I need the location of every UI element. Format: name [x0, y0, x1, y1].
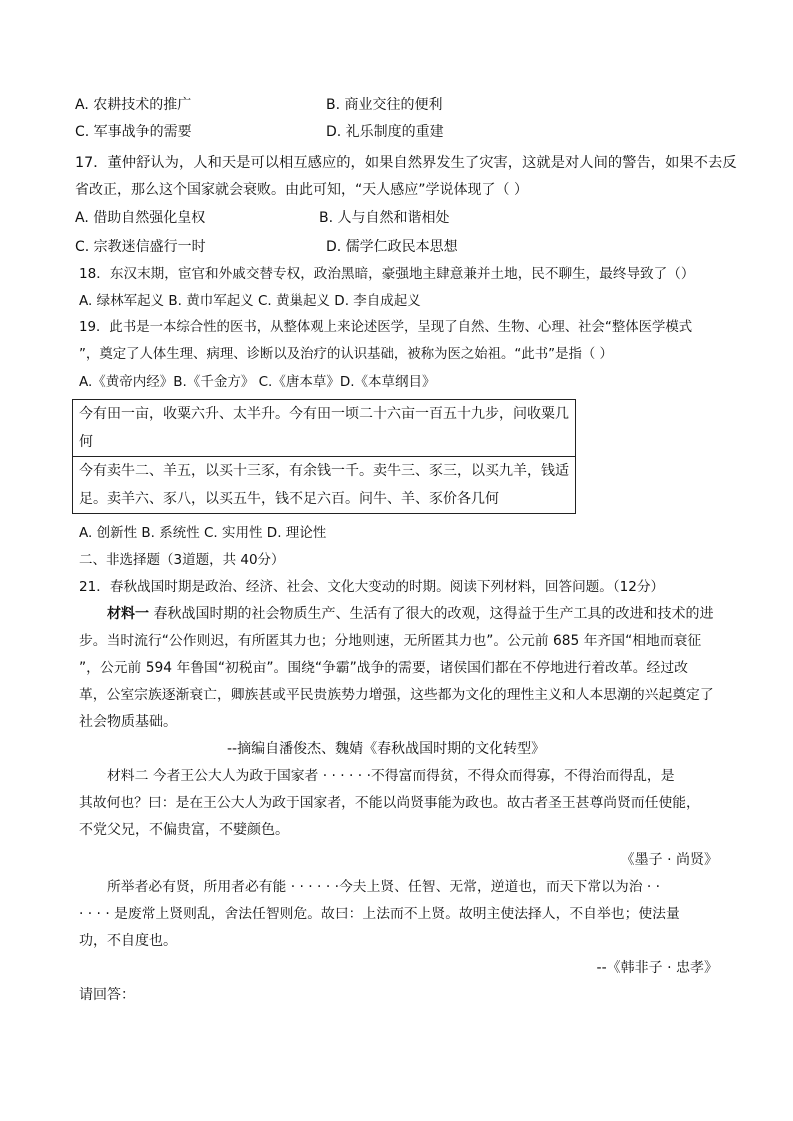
q21-material1-line5: 社会物质基础。	[79, 714, 177, 730]
q17-option-b: B. 人与自然和谐相处	[319, 210, 450, 226]
q21-material2-source2: --《韩非子 · 忠孝》	[596, 960, 718, 976]
q20-options: A. 创新性 B. 系统性 C. 实用性 D. 理论性	[79, 525, 327, 541]
q20-box-row1-line2: 何	[79, 434, 93, 450]
q21-material1-line3: ”，公元前 594 年鲁国“初税亩”。围绕“争霸”战争的需要，诸侯国们都在不停地进行着改革。经过改	[79, 660, 688, 676]
q21-material1-label: 材料一	[107, 606, 149, 622]
q21-stem: 21．春秋战国时期是政治、经济、社会、文化大变动的时期。阅读下列材料，回答问题。（12分）	[79, 579, 665, 595]
q21-material1-line1	[107, 604, 713, 624]
q21-material2-line1: 材料二 今者王公大人为政于国家者 · · · · · ·不得富而得贫，不得众而得寡，不得治而得乱，是	[107, 768, 675, 784]
q20-box-row2-line2: 足。卖羊六、豕八，以买五牛，钱不足六百。问牛、羊、豕价各几何	[79, 491, 499, 507]
q21-material2-line4: 所举者必有贤，所用者必有能 · · · · · ·今夫上贤、任智、无常，逆道也，而天下常以为治 · ·	[107, 879, 661, 895]
q20-material-box	[72, 399, 576, 514]
q21-material2-line5: · · · · 是废常上贤则乱，舍法任智则危。故曰：上法而不上贤。故明主使法择人，不自举也；使法量	[79, 906, 680, 922]
q16-option-a: A. 农耕技术的推广	[75, 97, 192, 113]
q18-stem: 18．东汉末期，宦官和外戚交替专权，政治黑暗，豪强地主肆意兼并土地，民不聊生，最终导致了（）	[79, 266, 695, 282]
q16-option-b: B. 商业交往的便利	[326, 97, 443, 113]
q21-answer-prompt: 请回答：	[79, 987, 135, 1003]
q16-option-d: D. 礼乐制度的重建	[326, 124, 444, 140]
q21-material1-line2: 步。当时流行“公作则迟，有所匿其力也；分地则速，无所匿其力也”。公元前 685 年齐国“相地而衰征	[79, 633, 702, 649]
q17-option-c: C. 宗教迷信盛行一时	[75, 239, 206, 255]
q17-stem-line1: 17．董仲舒认为，人和天是可以相互感应的，如果自然界发生了灾害，这就是对人间的警告，如果不去反	[75, 155, 737, 171]
q20-box-row-1	[73, 400, 575, 456]
q18-options: A. 绿林军起义 B. 黄巾军起义 C. 黄巢起义 D. 李自成起义	[79, 293, 421, 309]
q20-box-row1-line1: 今有田一亩，收粟六升、太半升。今有田一顷二十六亩一百五十九步，问收粟几	[79, 406, 569, 422]
q21-material2-source1: 《墨子 · 尚贤》	[620, 852, 718, 868]
q17-option-d: D. 儒学仁政民本思想	[326, 239, 458, 255]
q21-material1-line4: 革，公室宗族逐渐衰亡，卿族甚或平民贵族势力增强，这些都为文化的理性主义和人本思潮的兴起奠定了	[79, 687, 714, 703]
section2-heading: 二、非选择题（3道题，共 40分）	[79, 552, 285, 568]
q21-material1-text1: 春秋战国时期的社会物质生产、生活有了很大的改观，这得益于生产工具的改进和技术的进	[149, 606, 714, 622]
q16-option-c: C. 军事战争的需要	[75, 124, 192, 140]
q20-box-row-2	[73, 456, 575, 513]
q19-options: A.《黄帝内经》B.《千金方》 C.《唐本草》D.《本草纲目》	[79, 374, 436, 390]
q20-box-row2-line1: 今有卖牛二、羊五，以买十三豕，有余钱一千。卖牛三、豕三，以买九羊，钱适	[79, 463, 569, 479]
q21-material2-line2: 其故何也？曰：是在王公大人为政于国家者，不能以尚贤事能为政也。故古者圣王甚尊尚贤而任使能，	[79, 795, 700, 811]
q21-material2-line3: 不党父兄，不偏贵富，不嬖颜色。	[79, 822, 289, 838]
q17-stem-line2: 省改正，那么这个国家就会衰败。由此可知，“天人感应”学说体现了（ ）	[75, 182, 528, 198]
q19-stem-line2: ”，奠定了人体生理、病理、诊断以及治疗的认识基础，被称为医之始祖。“此书”是指（ ）	[79, 347, 613, 362]
q21-material2-line6: 功，不自度也。	[79, 933, 177, 949]
q19-stem-line1: 19．此书是一本综合性的医书，从整体观上来论述医学，呈现了自然、生物、心理、社会“整体医学模式	[79, 320, 693, 335]
q17-option-a: A. 借助自然强化皇权	[75, 210, 206, 226]
q21-material1-source: --摘编自潘俊杰、魏婧《春秋战国时期的文化转型》	[227, 741, 546, 757]
